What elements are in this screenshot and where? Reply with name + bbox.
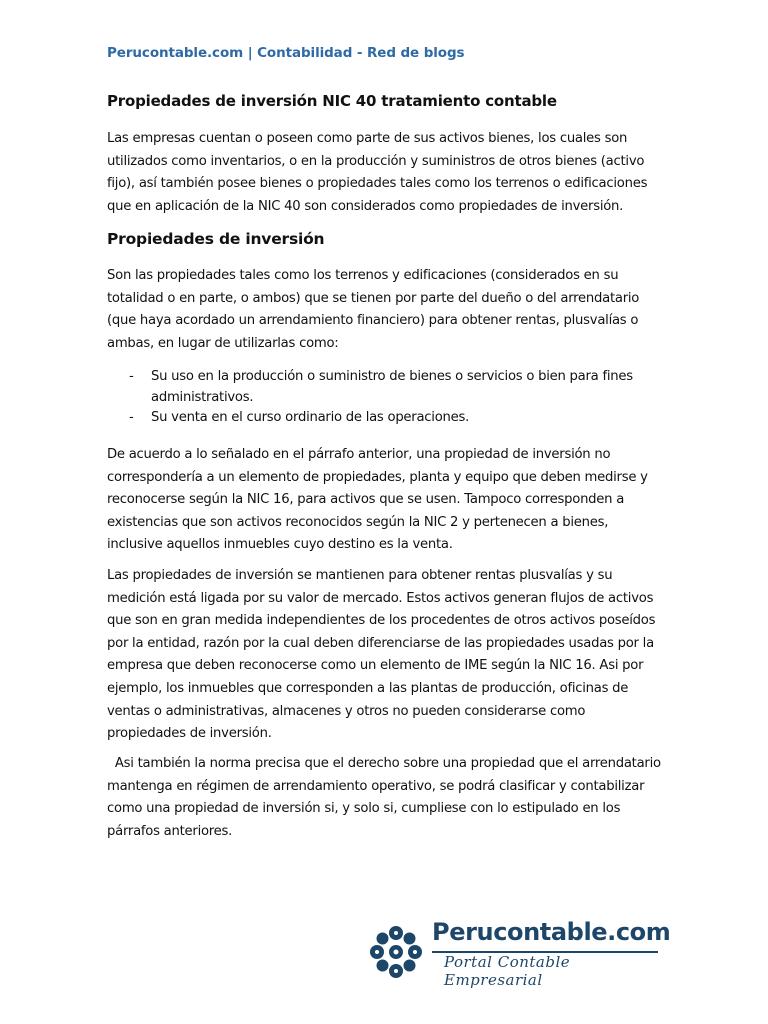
flower-logo-icon <box>366 922 426 982</box>
definition-paragraph: Son las propiedades tales como los terrenos y edificaciones (considerados en su totalidad o en parte, o ambos) que se tienen por parte del dueño o del arrendatario (que haya acordado un arrendamiento financiero) para obtener rentas, plusvalías o ambas, en lugar de utilizarlas como: <box>107 268 640 351</box>
site-header-link[interactable]: Perucontable.com | Contabilidad - Red de blogs <box>107 45 465 61</box>
document-title: Propiedades de inversión NIC 40 tratamiento contable <box>107 92 557 110</box>
perucontable-logo <box>366 918 671 989</box>
list-item <box>107 408 667 429</box>
usage-list <box>107 367 667 429</box>
list-item-text: Su venta en el curso ordinario de las operaciones. <box>151 410 470 425</box>
logo-tagline: Portal Contable Empresarial <box>444 953 571 989</box>
list-item-text: Su uso en la producción o suministro de bienes o servicios o bien para fines administrativos. <box>151 369 633 405</box>
paragraph-leasing: Asi también la norma precisa que el derecho sobre una propiedad que el arrendatario mantenga en régimen de arrendamiento operativo, se podrá clasificar y contabilizar como una propiedad de inversión si, y solo si, cumpliese con lo estipulado en los párrafos anteriores. <box>107 756 665 839</box>
bullet-dash: - <box>129 410 134 425</box>
bullet-dash: - <box>129 369 134 384</box>
section-title: Propiedades de inversión <box>107 230 325 248</box>
paragraph-measurement: Las propiedades de inversión se mantienen para obtener rentas plusvalías y su medición está ligada por su valor de mercado. Estos activos generan flujos de activos que son en gran medida independientes de los procedentes de otros activos poseídos por la entidad, razón por la cual deben diferenciarse de las propiedades usadas por la empresa que deben reconocerse como un elemento de IME según la NIC 16. Asi por ejemplo, los inmuebles que corresponden a las plantas de producción, oficinas de ventas o administrativas, almacenes y otros no pueden considerarse como propiedades de inversión. <box>107 568 656 742</box>
intro-paragraph: Las empresas cuentan o poseen como parte de sus activos bienes, los cuales son utilizados como inventarios, o en la producción y suministros de otros bienes (activo fijo), así también posee bienes o propiedades tales como los terrenos o edificaciones que en aplicación de la NIC 40 son considerados como propiedades de inversión. <box>107 131 648 214</box>
paragraph-nic16: De acuerdo a lo señalado en el párrafo anterior, una propiedad de inversión no correspondería a un elemento de propiedades, planta y equipo que deben medirse y reconocerse según la NIC 16, para activos que se usen. Tampoco corresponden a existencias que son activos reconocidos según la NIC 2 y pertenecen a bienes, inclusive aquellos inmuebles cuyo destino es la venta. <box>107 447 648 553</box>
logo-brand-text: Perucontable.com <box>432 918 671 946</box>
list-item <box>107 367 667 408</box>
